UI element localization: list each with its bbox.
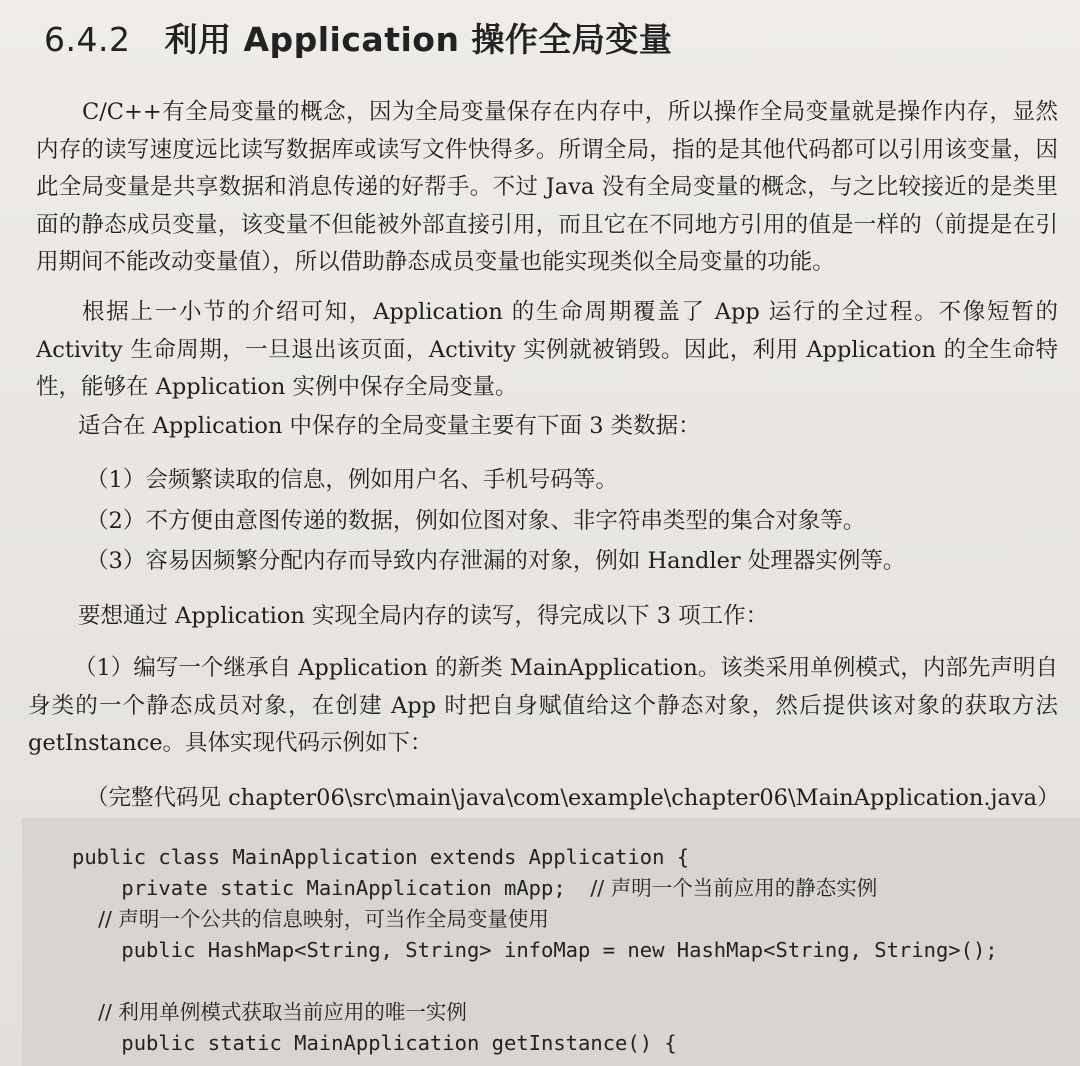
code-line-3-comment: // 声明一个公共的信息映射，可当作全局变量使用 [72,907,549,931]
code-line-1: public class MainApplication extends Application { [72,845,690,869]
list-item-3: （3）容易因频繁分配内存而导致内存泄漏的对象，例如 Handler 处理器实例等。 [86,548,906,574]
code-path-note: （完整代码见 chapter06\src\main\java\com\example\chapter06\MainApplication.java） [86,785,1060,811]
paragraph-tasks-intro: 要想通过 Application 实现全局内存的读写，得完成以下 3 项工作： [78,603,769,629]
paragraph-application-lifecycle: 根据上一小节的介绍可知，Application 的生命周期覆盖了 App 运行的全过程。不像短暂的 Activity 生命周期，一旦退出该页面，Activity 实例就被销毁。因此，利用 Application 的全生命特性，能够在 Application 实例中保存全局变量。 [36,299,1058,400]
section-title: 利用 Application 操作全局变量 [164,20,673,59]
code-blank-line [72,966,998,997]
code-line-2-comment: // 声明一个当前应用的静态实例 [590,876,878,900]
section-heading [44,14,672,61]
paragraph-step-1: （1）编写一个继承自 Application 的新类 MainApplication。该类采用单例模式，内部先声明自身类的一个静态成员对象，在创建 App 时把自身赋值给这个静态对象，然后提供该对象的获取方法 getInstance。具体实现代码示例如下： [28,655,1058,756]
code-line-4: public HashMap<String, String> infoMap = new HashMap<String, String>(); [72,938,998,962]
code-line-2 [72,873,998,904]
paragraph-global-variables: C/C++有全局变量的概念，因为全局变量保存在内存中，所以操作全局变量就是操作内存，显然内存的读写速度远比读写数据库或读写文件快得多。所谓全局，指的是其他代码都可以引用该变量，因此全局变量是共享数据和消息传递的好帮手。不过 Java 没有全局变量的概念，与之比较接近的是类里面的静态成员变量，该变量不但能被外部直接引用，而且它在不同地方引用的值是一样的（前提是在引用期间不能改动变量值），所以借助静态成员变量也能实现类似全局变量的功能。 [36,99,1058,275]
section-number: 6.4.2 [44,20,131,59]
list-item-1: （1）会频繁读取的信息，例如用户名、手机号码等。 [86,467,618,493]
list-item-2: （2）不方便由意图传递的数据，例如位图对象、非字符串类型的集合对象等。 [86,508,866,534]
code-block [22,818,1080,1066]
code-line-6: public static MainApplication getInstance() { [72,1031,677,1055]
code-line-5-comment: // 利用单例模式获取当前应用的唯一实例 [72,1000,467,1024]
code-line-2-code: private static MainApplication mApp; [72,876,591,900]
paragraph-data-types-intro: 适合在 Application 中保存的全局变量主要有下面 3 类数据： [78,413,701,439]
